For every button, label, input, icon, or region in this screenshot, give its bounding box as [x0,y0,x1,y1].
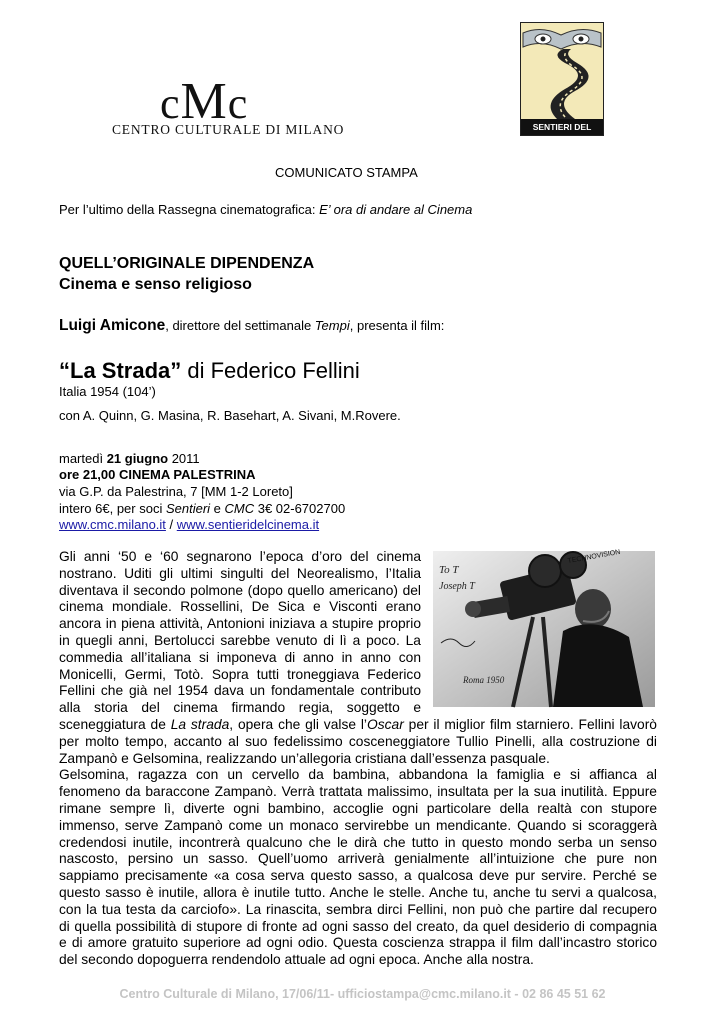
body-column-line: nostrano. Uditi gli ultimi singulti del Neorealismo, l’Italia [59,565,421,581]
press-intro [59,202,472,218]
body-column-line: Monicelli, Germi, Totò. Sopra tutti troneggiava Federico [59,666,421,682]
body-paragraph-2-line: immenso, serve Zampanò come un monaco servirebbe un mendicante. Quando si scoraggerà [59,817,657,833]
body-column-line: in quegli anni, Bertolucci sarebbe venuto di lì a poco. La [59,632,421,648]
film-info: Italia 1954 (104’) [59,384,156,399]
oscar-italic: Oscar [367,717,404,732]
press-intro-series: E’ ora di andare al Cinema [319,202,473,217]
event-price-sentieri: Sentieri [165,501,211,516]
presenter-text2: , [349,318,357,333]
fellini-photo [433,548,655,707]
event-address: via G.P. da Palestrina, 7 [MM 1-2 Loreto] [59,484,293,499]
body-paragraph-2-line: di quella possibilità di stupore di fronte ad ogni sasso del creato, da quel desiderio di compagnia [59,918,657,934]
press-intro-text: Per l’ultimo della Rassegna cinematografica: [59,202,320,217]
press-release-label: COMUNICATO STAMPA [275,165,418,180]
presenter-magazine: Tempi [314,318,350,333]
body-paragraph-2 [59,767,657,952]
body-paragraph-2-line: nascosto, persino un sasso. Quell’uomo arriverà genialmente all’intuizione che pure non [59,851,657,867]
body-paragraph-2-line: fenomeno da baraccone Zampanò. Verrà trattata malissimo, insultata per la sua inutilità. Eppure [59,784,657,800]
body-column-line: Gli anni ‘50 e ‘60 segnarono l’epoca d’oro del cinema [59,549,421,564]
cmc-website-link[interactable]: www.cmc.milano.it [59,517,166,532]
body-line-11-b: , opera che gli valse l’ [229,717,367,732]
sentieri-del-cinema-logo [520,22,604,148]
fellini-photo-graphic [433,548,655,707]
body-last-line: del secondo dopoguerra rendendolo attuale ad ogni epoca. Anche alla nostra. [59,952,534,968]
body-paragraph-2-line: con la tua testa da carciofo». La rinascita, sembra dirci Fellini, non può che partire dal recupero [59,901,657,917]
body-line-11-c: per il miglior film starniero. Fellini lavorò [403,717,657,732]
body-paragraph-2-line: e di amore gratuito superiore ad ogni odio. Questa coscienza strappa il film dall’incastro storico [59,935,657,951]
event-price [59,501,345,517]
event-day: martedì [59,451,107,466]
event-price-cmc: CMC [224,501,255,516]
camera-brand-text: TECHNOVISION [567,548,621,565]
cmc-logo-c1: c [160,79,181,128]
cmc-logo-c2: c [227,79,249,128]
cmc-logo-m: M [180,73,228,130]
cmc-logo-subtitle: CENTRO CULTURALE DI MILANO [112,122,345,137]
film-title [59,358,360,384]
event-links [59,517,319,533]
film-name: “La Strada” [59,358,182,383]
body-line-11-a: sceneggiatura de [59,717,171,732]
body-column-line: diventava il secondo polmone (dopo quello americano) del [59,582,421,598]
body-column-line: Fellini che già nel 1954 dava un fondamentale contributo [59,683,421,699]
body-paragraph-2-line: sappiamo precisamente «a cosa serva questo sasso, a qualcosa deve pur servire. Perché se [59,868,657,884]
film-director: di Federico Fellini [181,358,360,383]
film-title-italic: La strada [170,717,230,732]
presenter-name: Luigi Amicone [59,317,166,334]
sentieri-logo-label: SENTIERI DEL CINEMA [521,119,603,135]
body-line-11 [59,717,657,734]
section-title: QUELL’ORIGINALE DIPENDENZA [59,255,315,272]
cmc-logo [160,73,249,130]
section-subtitle: Cinema e senso religioso [59,276,252,293]
body-column-line: ancora in piena attività, Antonioni iniziava a stupire proprio [59,616,421,632]
photo-inscription-2: Joseph T [439,581,475,592]
photo-inscription-1: To T [439,564,459,576]
photo-inscription-3: Roma 1950 [463,675,505,685]
body-column-line: alla storia del cinema firmando regia, soggetto e [59,700,421,716]
body-column-lines [59,549,421,717]
body-fullwidth [59,717,657,969]
body-paragraph-2-line: rimane sempre lì, diverte ogni bambino, accoglie ogni particolare della realtà con stupore [59,800,657,816]
body-line-12: per molto tempo, accanto al suo fedelissimo cosceneggiatore Tullio Pinelli, alla costruzione di [59,733,657,749]
presenter-text1: , direttore del settimanale [165,318,315,333]
body-line-13: Zampanò e Gelsomina, realizzando un’allegoria cristiana dall’essenza pasquale. [59,750,550,766]
sentieri-website-link[interactable]: www.sentieridelcinema.it [176,517,320,532]
links-separator: / [165,517,177,532]
body-paragraph-2-line: questo sasso è inutile, allora è inutile tutto. Anche le stelle. Anche tu, anche tu servi a qualcosa, [59,884,657,900]
event-time-venue: ore 21,00 CINEMA PALESTRINA [59,467,256,482]
event-date-bold: 21 giugno [106,451,169,466]
film-cast: con A. Quinn, G. Masina, R. Basehart, A. Sivani, M.Rovere. [59,408,401,423]
body-paragraph-2-line: credendosi inutile, incontrerà qualcuno che le dirà che tutto in questo mondo serba un senso [59,834,657,850]
body-column-line: cinema mondiale. Rossellini, De Sica e Visconti erano [59,599,421,615]
event-year: 2011 [168,451,200,466]
event-price-text3: 3€ 02-6702700 [254,501,346,516]
presenter-line [59,316,444,336]
event-price-text1: intero 6€, per soci [59,501,166,516]
sentieri-road-graphic [521,23,603,119]
presenter-text3: presenta il film: [356,318,445,333]
footer: Centro Culturale di Milano, 17/06/11- ufficiostampa@cmc.milano.it - 02 86 45 51 62 [119,987,606,1001]
body-column-line: commedia all’italiana si imponeva di anno in anno con [59,649,421,665]
body-paragraph-2-line: Gelsomina, ragazza con un cervello da bambina, abbandona la famiglia e si affianca al [59,767,657,783]
event-date [59,451,200,467]
event-price-text2: e [210,501,225,516]
body-column [59,549,421,717]
